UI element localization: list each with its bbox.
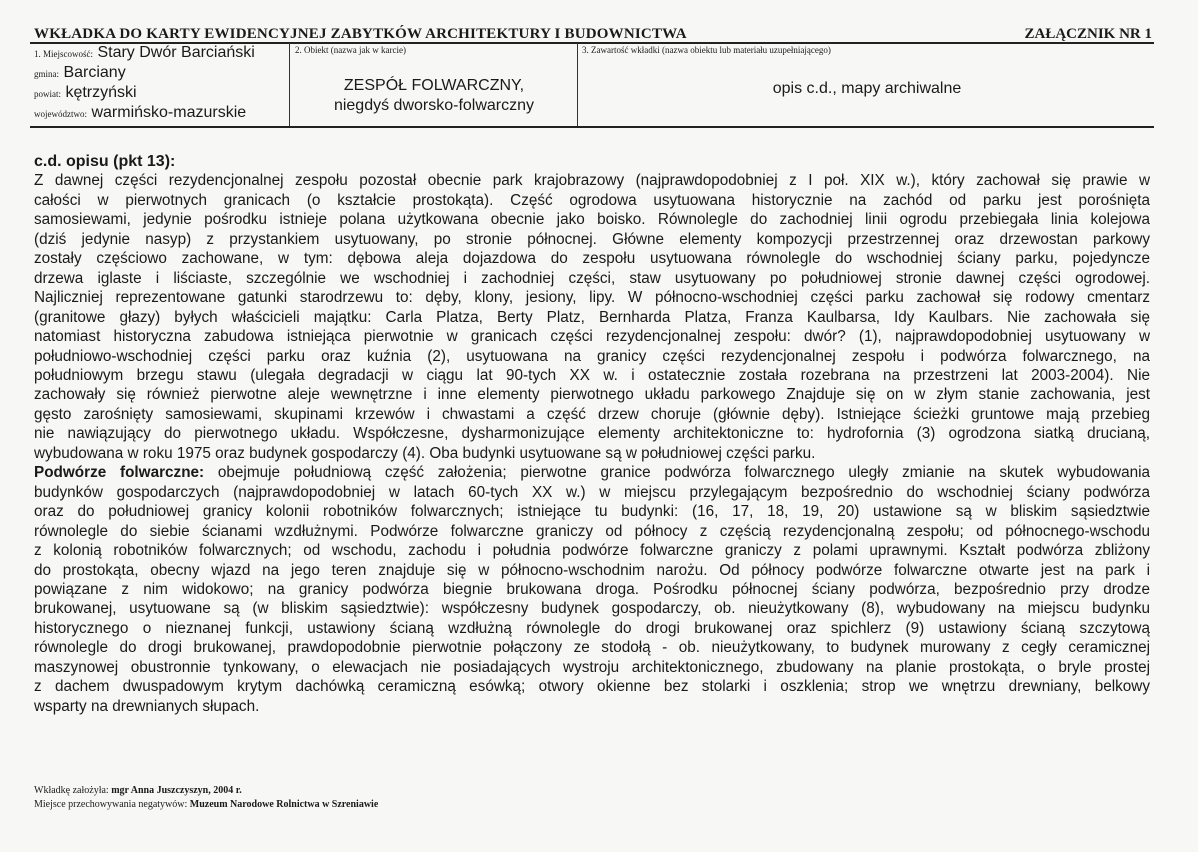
description-text — [34, 152, 1150, 716]
location-place: Stary Dwór Barciański — [97, 44, 255, 61]
description-line: natomiast historyczna zabudowa istniejąca pierwotnie w granicach części rezydencjonalnej zespołu: dwór? (1), najprawdopodobniej usytuowany w — [34, 328, 1150, 346]
section2-line: oraz do południowej granicy kolonii robotników folwarcznych; istniejące tu budynki: (16, 17, 18, 19, 20) ustawione są w bliskim sąsiedztwie — [34, 503, 1150, 521]
footer-author-label: Wkładkę założyła: — [34, 785, 109, 796]
footer-storage-row — [34, 798, 378, 812]
description-line: południowo-wschodniej części parku oraz kuźnia (2), usytuowana na granicy części rezydencjonalnej zespołu i podwórza folwarcznego, na — [34, 347, 1150, 365]
location-place-row — [34, 44, 255, 62]
annex-label: ZAŁĄCZNIK NR 1 — [1024, 26, 1152, 42]
gmina-label: gmina: — [34, 69, 59, 79]
location-gmina-row — [34, 64, 126, 82]
description-line: (dziś jedynie nasyp) z przystankiem usytuowany, po stronie północnej. Główne elementy kompozycji przestrzennej oraz drzewostan parkowy — [34, 230, 1150, 248]
content-value: opis c.d., mapy archiwalne — [772, 80, 962, 97]
box-divider-2 — [577, 43, 578, 126]
description-line: południowym brzegu stawu (ulegała degradacji w ciągu lat 90-tych XX w. i ostatecznie została rozebrana na przestrzeni lat 2003-2004). Nie — [34, 366, 1150, 384]
object-name-line2: niegdyś dworsko-folwarczny — [333, 97, 535, 114]
footer-author: mgr Anna Juszczyszyn, 2004 r. — [111, 785, 242, 796]
description-line: zostały częściowo zachowane, w tym: dębowa aleja dojazdowa do zespołu usytuowana równolegle do wschodniej ściany parku, pojedyncze — [34, 250, 1150, 268]
wojewodztwo-value: warmińsko-mazurskie — [91, 104, 247, 121]
gmina-value: Barciany — [63, 64, 126, 81]
section2-first-line-rest: obejmuje południową część założenia; pierwotne granice podwórza folwarcznego uległy zmianie na skutek wybudowania — [204, 464, 1150, 482]
description-line: samosiewami, jedynie pośrodku istnieje polana użytkowana obecnie jako boisko. Równolegle do zachodniej linii ogrodu przebiegała linia kolejowa — [34, 211, 1150, 229]
object-name — [292, 76, 576, 116]
location-powiat-row — [34, 84, 137, 102]
section-rule — [30, 126, 1154, 128]
description-title: c.d. opisu (pkt 13): — [34, 153, 176, 170]
content-box-label: 3. Zawartość wkładki (nazwa obiektu lub materiału uzupełniającego) — [582, 45, 831, 55]
footer-storage-label: Miejsce przechowywania negatywów: — [34, 799, 188, 810]
section2-line: równolegle do drogi brukowanej, prawdopodobnie pierwotnie połączony ze stodołą - ob. nieużytkowany, to budynek murowany z cegły ceramicznej — [34, 639, 1150, 657]
section2-line: z dachem dwuspadowym krytym dachówką ceramiczną esówką; otwory okienne bez stolarki i oszklenia; strop we wnętrzu drewniany, belkowy — [34, 678, 1150, 696]
location-wojewodztwo-row — [34, 104, 246, 122]
description-line: całości w pierwotnych granicach (o kształcie prostokąta). Część ogrodowa usytuowana historycznie na zachód od parku jest porośnięta — [34, 191, 1150, 209]
wojewodztwo-label: województwo: — [34, 109, 87, 119]
location-box-label: 1. Miejscowość: — [34, 49, 93, 59]
section2-heading: Podwórze folwarczne: — [34, 464, 205, 482]
object-box-label: 2. Obiekt (nazwa jak w karcie) — [295, 45, 406, 55]
powiat-label: powiat: — [34, 89, 61, 99]
description-line: wybudowana w roku 1975 oraz budynek gospodarczy (4). Oba budynki usytuowane są w południowej części parku. — [34, 444, 816, 462]
description-line: drzewa iglaste i liściaste, szczególnie we wschodniej i zachodniej części, staw usytuowany po południowej stronie dawnej części ogrodowej. — [34, 269, 1150, 287]
description-line: (granitowe głazy) byłych właścicieli majątku: Carla Platza, Berty Platz, Bernharda Platza, Franza Kaulbarsa, Idy Kaulbars. Nie zachowała się — [34, 308, 1150, 326]
description-line: gęsto zarośnięty samosiewami, skupinami krzewów i chwastami a część drzew choruje (głównie dęby). Istniejące ścieżki gruntowe mają przebieg — [34, 405, 1150, 423]
section2-line: wsparty na drewnianych słupach. — [34, 697, 260, 715]
footer-author-row — [34, 784, 378, 798]
section2-line: maszynowej obustronnie tynkowany, o elewacjach nie posiadających wystroju architektonicznego, zbudowany na planie prostokąta, o bryle prostej — [34, 658, 1150, 676]
section2-line: historycznego o nieznanej funkcji, ustawiony ścianą wzdłużną równolegle do drogi brukowanej oraz spichlerz (9) ustawiony ścianą szczytową — [34, 619, 1150, 637]
object-name-line1: ZESPÓŁ FOLWARCZNY, — [343, 77, 525, 94]
section2-line: powiązane z nim widokowo; na granicy podwórza biegnie brukowana droga. Pośrodku północnej ściany podwórza, bezpośrednio przy drodze — [34, 580, 1150, 598]
footer-storage: Muzeum Narodowe Rolnictwa w Szreniawie — [189, 799, 379, 810]
description-line: Z dawnej części rezydencjonalnej zespołu pozostał obecnie park krajobrazowy (najprawdopodobniej z I poł. XIX w.), który zachował się prawie w — [34, 172, 1150, 190]
description-line: nie nawiązujący do pierwotnego układu. Współczesne, dysharmonizujące elementy architektoniczne to: hydrofornia (3) ogrodzona siatką drucianą, — [34, 425, 1150, 443]
description-line: Najliczniej reprezentowane gatunki starodrzewu to: dęby, klony, jesiony, lipy. W północno-wschodniej części parku zachował się rodowy cmentarz — [34, 289, 1150, 307]
description-line: zachowały się również pierwotne aleje wewnętrzne i inne elementy pierwotnego układu parkowego Znajduje się on w złym stanie zachowania, jest — [34, 386, 1150, 404]
section2-line: równolegle do siebie ścianami wzdłużnymi. Podwórze folwarczne graniczy od północy z częścią rezydencjonalną zespołu; od północnego-wschodu — [34, 522, 1150, 540]
section2-line: z kolonią robotników folwarcznych; od wschodu, zachodu i południa podwórze folwarczne graniczy z polami uprawnymi. Kształt podwórza zbliżony — [34, 542, 1150, 560]
powiat-value: kętrzyński — [65, 84, 137, 101]
document-title: WKŁADKA DO KARTY EWIDENCYJNEJ ZABYTKÓW ARCHITEKTURY I BUDOWNICTWA — [34, 26, 687, 42]
section2-line: brukowanej, usytuowane są (w bliskim sąsiedztwie): współczesny budynek gospodarczy, ob. nieużytkowany (8), wybudowany na miejscu budynku — [34, 600, 1150, 618]
section2-line: do prostokąta, obecny wjazd na jego teren znajduje się w północno-wschodnim narożu. Od północy podwórze folwarczne otwarte jest na park i — [34, 561, 1150, 579]
section2-first-line — [34, 463, 1150, 482]
section2-line: budynków gospodarczych (najprawdopodobniej w latach 60-tych XX w.) w miejscu przylegającym bezpośrednio do wschodniej ściany podwórza — [34, 483, 1150, 501]
box-divider-1 — [289, 43, 290, 126]
footer — [34, 784, 378, 812]
